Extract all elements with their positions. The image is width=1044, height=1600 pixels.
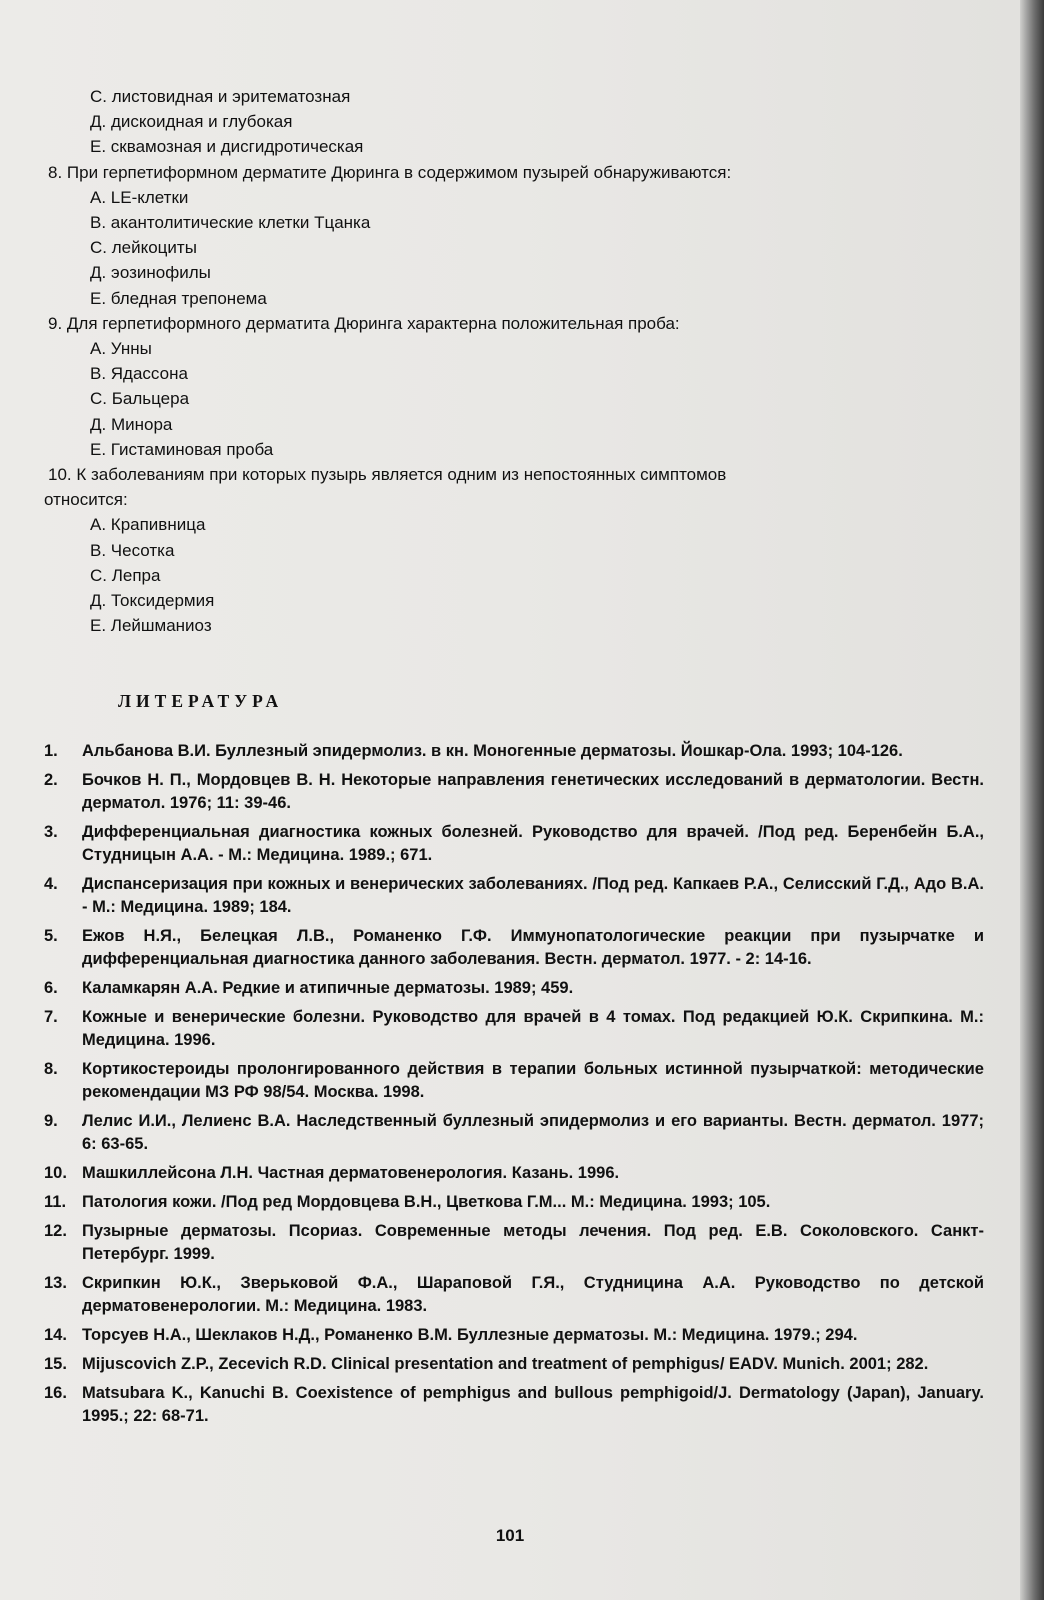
- reference-item: [44, 925, 984, 971]
- reference-item: [44, 1324, 984, 1347]
- answer-option: Д. Минора: [90, 414, 173, 434]
- reference-number: 16.: [44, 1384, 67, 1402]
- answer-option: С. листовидная и эритематозная: [90, 87, 351, 106]
- reference-item: [44, 977, 984, 1000]
- reference-number: 6.: [44, 979, 58, 997]
- reference-number: 4.: [44, 875, 58, 893]
- answer-option: Д. Токсидермия: [90, 591, 215, 611]
- reference-number: 14.: [44, 1326, 67, 1344]
- reference-text: Кожные и венерические болезни. Руководство для врачей в 4 томах. Под редакцией Ю.К. Скрипкина. М.: Медицина. 1996.: [82, 1008, 984, 1049]
- reference-number: 8.: [44, 1060, 58, 1078]
- reference-text: Диспансеризация при кожных и венерических заболеваниях. /Под ред. Капкаев Р.А., Селисский Г.Д., Адо В.А. - М.: Медицина. 1989; 184.: [82, 875, 984, 916]
- literature-heading: ЛИТЕРАТУРА: [118, 691, 284, 711]
- reference-item: [44, 873, 984, 919]
- answer-option: Д. дискоидная и глубокая: [90, 112, 293, 132]
- reference-text: Машкиллейсона Л.Н. Частная дерматовенерология. Казань. 1996.: [82, 1164, 620, 1182]
- reference-item: [44, 1006, 984, 1052]
- reference-text: Mijuscovich Z.P., Zecevich R.D. Clinical presentation and treatment of pemphigus/ EADV. Munich. 2001; 282.: [82, 1355, 929, 1373]
- question-10: 10. К заболеваниям при которых пузырь является одним из непостоянных симптомов: [48, 465, 727, 485]
- reference-item: [44, 1272, 984, 1318]
- book-spine-shadow: [1020, 0, 1044, 1600]
- reference-number: 3.: [44, 823, 58, 841]
- answer-option: В. Чесотка: [90, 540, 175, 560]
- question-10-continuation: относится:: [44, 490, 128, 510]
- reference-item: [44, 1162, 984, 1185]
- reference-number: 10.: [44, 1164, 67, 1182]
- answer-option: В. Ядассона: [90, 364, 188, 384]
- reference-text: Дифференциальная диагностика кожных болезней. Руководство для врачей. /Под ред. Беренбейн Б.А., Студницын А.А. - М.: Медицина. 1989.; 671.: [82, 823, 984, 864]
- reference-text: Пузырные дерматозы. Псориаз. Современные методы лечения. Под ред. Е.В. Соколовского. Санкт-Петербург. 1999.: [82, 1222, 984, 1263]
- answer-option: Д. эозинофилы: [90, 263, 211, 283]
- answer-option: А. Унны: [90, 339, 152, 359]
- reference-item: [44, 769, 984, 815]
- reference-number: 12.: [44, 1222, 67, 1240]
- reference-item: [44, 1058, 984, 1104]
- page-number: 101: [495, 1526, 525, 1545]
- answer-option: А. Крапивница: [90, 515, 206, 535]
- reference-text: Патология кожи. /Под ред Мордовцева В.Н., Цветкова Г.М... М.: Медицина. 1993; 105.: [82, 1193, 771, 1211]
- reference-text: Каламкарян А.А. Редкие и атипичные дерматозы. 1989; 459.: [82, 979, 574, 997]
- reference-number: 13.: [44, 1274, 67, 1292]
- answer-option: Е. Лейшманиоз: [90, 616, 212, 636]
- reference-item: [44, 1382, 984, 1428]
- reference-list: [44, 740, 984, 1434]
- answer-option: А. LE-клетки: [90, 187, 189, 207]
- reference-item: [44, 1220, 984, 1266]
- reference-number: 11.: [44, 1193, 67, 1211]
- reference-text: Matsubara K., Kanuchi B. Coexistence of pemphigus and bullous pemphigoid/J. Dermatology (Japan), January. 1995.; 22: 68-71.: [82, 1384, 984, 1425]
- reference-number: 5.: [44, 927, 58, 945]
- reference-text: Альбанова В.И. Буллезный эпидермолиз. в кн. Моногенные дерматозы. Йошкар-Ола. 1993; 104-126.: [82, 742, 903, 760]
- answer-option: В. акантолитические клетки Тцанка: [90, 213, 371, 233]
- reference-text: Ежов Н.Я., Белецкая Л.В., Романенко Г.Ф. Иммунопатологические реакции при пузырчатке и дифференциальная диагностика данного заболевания. Вестн. дерматол. 1977. - 2: 14-16.: [82, 927, 984, 968]
- reference-text: Торсуев Н.А., Шеклаков Н.Д., Романенко В.М. Буллезные дерматозы. М.: Медицина. 1979.; 294.: [82, 1326, 858, 1344]
- reference-number: 7.: [44, 1008, 58, 1026]
- answer-option: С. Лепра: [90, 565, 161, 585]
- reference-number: 15.: [44, 1355, 67, 1373]
- reference-item: [44, 740, 984, 763]
- answer-option: С. Бальцера: [90, 389, 190, 409]
- reference-item: [44, 821, 984, 867]
- answer-option: Е. бледная трепонема: [90, 288, 267, 308]
- reference-number: 9.: [44, 1112, 58, 1130]
- question-8: 8. При герпетиформном дерматите Дюринга в содержимом пузырей обнаруживаются:: [48, 162, 732, 182]
- reference-text: Скрипкин Ю.К., Зверьковой Ф.А., Шараповой Г.Я., Студницина А.А. Руководство по детской дерматовенерологии. М.: Медицина. 1983.: [82, 1274, 984, 1315]
- reference-item: [44, 1110, 984, 1156]
- reference-text: Лелис И.И., Лелиенс В.А. Наследственный буллезный эпидермолиз и его варианты. Вестн. дерматол. 1977; 6: 63-65.: [82, 1112, 984, 1153]
- answer-option: С. лейкоциты: [90, 238, 197, 258]
- question-9: 9. Для герпетиформного дерматита Дюринга характерна положительная проба:: [48, 313, 680, 333]
- reference-number: 1.: [44, 742, 58, 760]
- reference-item: [44, 1353, 984, 1376]
- test-questions: [44, 84, 984, 638]
- reference-item: [44, 1191, 984, 1214]
- reference-text: Бочков Н. П., Мордовцев В. Н. Некоторые направления генетических исследований в дерматологии. Вестн. дерматол. 1976; 11: 39-46.: [82, 771, 984, 812]
- answer-option: Е. сквамозная и дисгидротическая: [90, 137, 364, 157]
- answer-option: Е. Гистаминовая проба: [90, 439, 274, 459]
- reference-number: 2.: [44, 771, 58, 789]
- reference-text: Кортикостероиды пролонгированного действия в терапии больных истинной пузырчаткой: методические рекомендации МЗ РФ 98/54. Москва. 1998.: [82, 1060, 984, 1101]
